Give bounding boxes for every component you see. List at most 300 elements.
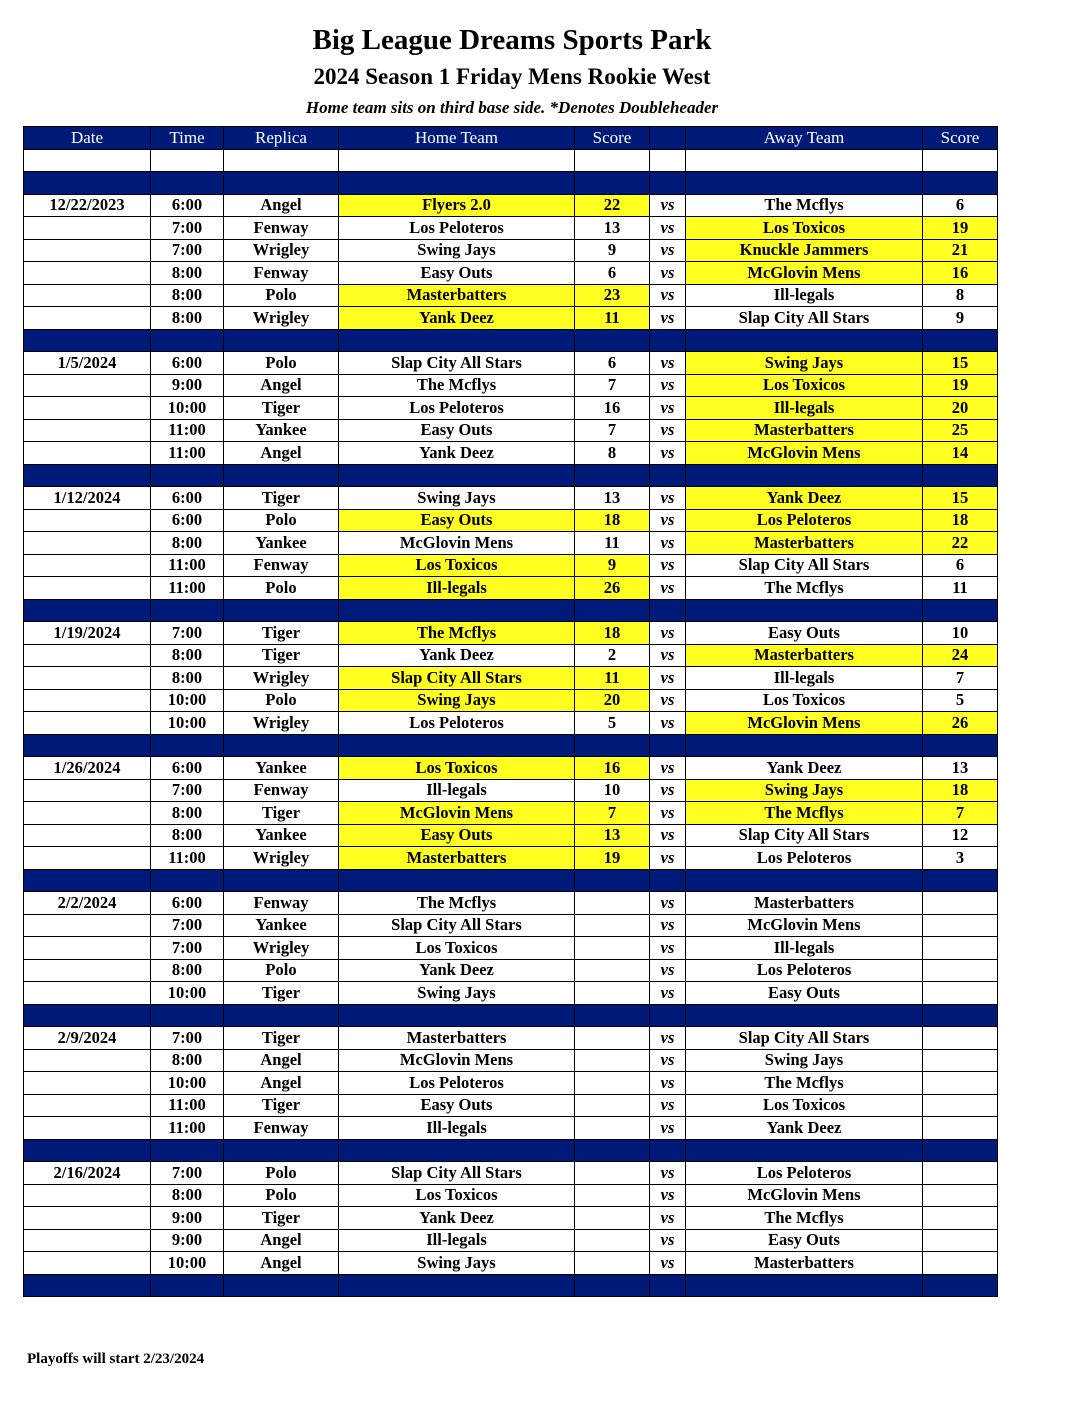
game-time: 10:00 xyxy=(151,397,224,420)
home-score xyxy=(575,982,650,1005)
home-score: 7 xyxy=(575,374,650,397)
away-team: The Mcflys xyxy=(686,802,923,825)
vs-label: vs xyxy=(650,284,686,307)
vs-label: vs xyxy=(650,442,686,465)
away-team: Ill-legals xyxy=(686,284,923,307)
vs-label: vs xyxy=(650,779,686,802)
away-team: Los Toxicos xyxy=(686,374,923,397)
away-score: 8 xyxy=(923,284,998,307)
game-replica: Fenway xyxy=(224,1117,339,1140)
away-score: 16 xyxy=(923,262,998,285)
away-score xyxy=(923,1184,998,1207)
away-score xyxy=(923,1072,998,1095)
game-date xyxy=(24,284,151,307)
home-score: 16 xyxy=(575,757,650,780)
game-date xyxy=(24,554,151,577)
away-team: The Mcflys xyxy=(686,1072,923,1095)
home-score: 11 xyxy=(575,667,650,690)
home-score xyxy=(575,892,650,915)
game-time: 8:00 xyxy=(151,802,224,825)
home-team: Yank Deez xyxy=(339,959,575,982)
away-score: 5 xyxy=(923,689,998,712)
game-row xyxy=(24,757,998,780)
away-team: McGlovin Mens xyxy=(686,442,923,465)
away-score: 15 xyxy=(923,487,998,510)
home-score: 18 xyxy=(575,622,650,645)
vs-label: vs xyxy=(650,532,686,555)
game-row xyxy=(24,194,998,217)
game-row xyxy=(24,802,998,825)
vs-label: vs xyxy=(650,802,686,825)
home-team: Slap City All Stars xyxy=(339,352,575,375)
col-header-time: Time xyxy=(151,127,224,150)
home-score xyxy=(575,1207,650,1230)
game-date: 2/2/2024 xyxy=(24,892,151,915)
away-score xyxy=(923,1162,998,1185)
home-score: 10 xyxy=(575,779,650,802)
game-date xyxy=(24,397,151,420)
away-team: Swing Jays xyxy=(686,1049,923,1072)
vs-label: vs xyxy=(650,554,686,577)
game-date xyxy=(24,689,151,712)
home-score: 2 xyxy=(575,644,650,667)
away-team: Los Peloteros xyxy=(686,847,923,870)
vs-label: vs xyxy=(650,509,686,532)
game-time: 6:00 xyxy=(151,892,224,915)
game-time: 6:00 xyxy=(151,194,224,217)
away-score: 14 xyxy=(923,442,998,465)
game-row xyxy=(24,1049,998,1072)
game-replica: Angel xyxy=(224,1072,339,1095)
home-team: Masterbatters xyxy=(339,847,575,870)
game-time: 6:00 xyxy=(151,487,224,510)
home-score xyxy=(575,1049,650,1072)
game-time: 11:00 xyxy=(151,442,224,465)
header-note: Home team sits on third base side. *Denotes Doubleheader xyxy=(305,98,719,117)
home-score: 13 xyxy=(575,217,650,240)
game-replica: Wrigley xyxy=(224,307,339,330)
away-team: Swing Jays xyxy=(686,352,923,375)
game-row xyxy=(24,847,998,870)
home-team: Masterbatters xyxy=(339,1027,575,1050)
home-team: The Mcflys xyxy=(339,622,575,645)
home-score: 18 xyxy=(575,509,650,532)
game-date xyxy=(24,1252,151,1275)
away-score xyxy=(923,1229,998,1252)
game-time: 8:00 xyxy=(151,1184,224,1207)
game-replica: Polo xyxy=(224,1162,339,1185)
away-team: Easy Outs xyxy=(686,622,923,645)
home-score: 26 xyxy=(575,577,650,600)
home-team: Slap City All Stars xyxy=(339,1162,575,1185)
game-time: 11:00 xyxy=(151,577,224,600)
home-score xyxy=(575,959,650,982)
away-team: Masterbatters xyxy=(686,419,923,442)
game-date xyxy=(24,1207,151,1230)
game-date xyxy=(24,982,151,1005)
home-team: The Mcflys xyxy=(339,892,575,915)
game-time: 8:00 xyxy=(151,824,224,847)
away-team: Slap City All Stars xyxy=(686,307,923,330)
game-date xyxy=(24,532,151,555)
away-score: 25 xyxy=(923,419,998,442)
home-team: McGlovin Mens xyxy=(339,802,575,825)
game-time: 10:00 xyxy=(151,982,224,1005)
away-score: 21 xyxy=(923,239,998,262)
away-score: 15 xyxy=(923,352,998,375)
week-separator-row xyxy=(24,172,998,195)
game-row xyxy=(24,689,998,712)
game-date xyxy=(24,712,151,735)
game-time: 6:00 xyxy=(151,757,224,780)
away-team: Slap City All Stars xyxy=(686,824,923,847)
game-replica: Fenway xyxy=(224,217,339,240)
home-team: Masterbatters xyxy=(339,284,575,307)
game-date xyxy=(24,802,151,825)
home-score: 7 xyxy=(575,419,650,442)
home-score xyxy=(575,1229,650,1252)
week-separator-row xyxy=(24,1004,998,1027)
away-score: 7 xyxy=(923,802,998,825)
game-time: 10:00 xyxy=(151,1252,224,1275)
game-time: 11:00 xyxy=(151,847,224,870)
game-time: 7:00 xyxy=(151,239,224,262)
away-score xyxy=(923,982,998,1005)
away-score: 20 xyxy=(923,397,998,420)
away-score: 24 xyxy=(923,644,998,667)
away-team: Los Peloteros xyxy=(686,1162,923,1185)
home-team: Swing Jays xyxy=(339,487,575,510)
home-team: Swing Jays xyxy=(339,689,575,712)
home-score xyxy=(575,1072,650,1095)
game-row xyxy=(24,1094,998,1117)
home-score xyxy=(575,1094,650,1117)
game-row xyxy=(24,959,998,982)
game-date: 2/9/2024 xyxy=(24,1027,151,1050)
game-row xyxy=(24,1162,998,1185)
away-score xyxy=(923,1094,998,1117)
home-team: Los Peloteros xyxy=(339,1072,575,1095)
game-date xyxy=(24,1229,151,1252)
game-time: 6:00 xyxy=(151,509,224,532)
col-header-date: Date xyxy=(24,127,151,150)
vs-label: vs xyxy=(650,914,686,937)
home-team: Swing Jays xyxy=(339,982,575,1005)
away-team: Easy Outs xyxy=(686,1229,923,1252)
game-replica: Polo xyxy=(224,577,339,600)
away-score: 12 xyxy=(923,824,998,847)
game-time: 7:00 xyxy=(151,622,224,645)
game-row xyxy=(24,779,998,802)
game-row xyxy=(24,937,998,960)
game-replica: Tiger xyxy=(224,622,339,645)
game-replica: Wrigley xyxy=(224,667,339,690)
game-row xyxy=(24,622,998,645)
vs-label: vs xyxy=(650,937,686,960)
vs-label: vs xyxy=(650,487,686,510)
game-row xyxy=(24,307,998,330)
game-time: 7:00 xyxy=(151,914,224,937)
away-score: 18 xyxy=(923,509,998,532)
game-replica: Fenway xyxy=(224,892,339,915)
away-score xyxy=(923,914,998,937)
game-replica: Tiger xyxy=(224,397,339,420)
game-date xyxy=(24,1117,151,1140)
vs-label: vs xyxy=(650,1229,686,1252)
home-score: 8 xyxy=(575,442,650,465)
col-header-away-team: Away Team xyxy=(686,127,923,150)
away-team: Los Toxicos xyxy=(686,217,923,240)
game-time: 8:00 xyxy=(151,262,224,285)
away-team: Yank Deez xyxy=(686,1117,923,1140)
home-score xyxy=(575,1117,650,1140)
vs-label: vs xyxy=(650,577,686,600)
vs-label: vs xyxy=(650,217,686,240)
game-date xyxy=(24,262,151,285)
game-row xyxy=(24,374,998,397)
vs-label: vs xyxy=(650,1252,686,1275)
game-row xyxy=(24,1229,998,1252)
game-date: 1/26/2024 xyxy=(24,757,151,780)
away-score: 6 xyxy=(923,554,998,577)
vs-label: vs xyxy=(650,1094,686,1117)
vs-label: vs xyxy=(650,1162,686,1185)
game-row xyxy=(24,577,998,600)
away-score: 22 xyxy=(923,532,998,555)
game-time: 10:00 xyxy=(151,689,224,712)
game-date xyxy=(24,577,151,600)
game-date xyxy=(24,644,151,667)
game-time: 7:00 xyxy=(151,937,224,960)
home-team: Los Toxicos xyxy=(339,937,575,960)
game-replica: Wrigley xyxy=(224,937,339,960)
vs-label: vs xyxy=(650,1027,686,1050)
game-date xyxy=(24,959,151,982)
home-score: 20 xyxy=(575,689,650,712)
away-team: Masterbatters xyxy=(686,892,923,915)
game-replica: Yankee xyxy=(224,757,339,780)
game-time: 8:00 xyxy=(151,644,224,667)
home-score xyxy=(575,1252,650,1275)
game-time: 7:00 xyxy=(151,779,224,802)
away-score: 26 xyxy=(923,712,998,735)
game-row xyxy=(24,1072,998,1095)
game-replica: Tiger xyxy=(224,1094,339,1117)
col-header-home-team: Home Team xyxy=(339,127,575,150)
vs-label: vs xyxy=(650,397,686,420)
game-replica: Tiger xyxy=(224,982,339,1005)
game-row xyxy=(24,532,998,555)
game-date: 1/19/2024 xyxy=(24,622,151,645)
vs-label: vs xyxy=(650,1117,686,1140)
game-row xyxy=(24,982,998,1005)
game-row xyxy=(24,1207,998,1230)
away-score: 11 xyxy=(923,577,998,600)
game-row xyxy=(24,1252,998,1275)
game-date xyxy=(24,824,151,847)
game-replica: Fenway xyxy=(224,554,339,577)
game-row xyxy=(24,284,998,307)
game-date: 1/5/2024 xyxy=(24,352,151,375)
away-score xyxy=(923,1117,998,1140)
home-score: 6 xyxy=(575,262,650,285)
week-separator-row xyxy=(24,599,998,622)
home-team: Yank Deez xyxy=(339,307,575,330)
week-separator-row xyxy=(24,1274,998,1297)
vs-label: vs xyxy=(650,622,686,645)
home-score: 11 xyxy=(575,532,650,555)
week-separator-row xyxy=(24,1139,998,1162)
home-score xyxy=(575,914,650,937)
away-score: 18 xyxy=(923,779,998,802)
home-score: 11 xyxy=(575,307,650,330)
game-date xyxy=(24,419,151,442)
vs-label: vs xyxy=(650,1207,686,1230)
away-team: Ill-legals xyxy=(686,667,923,690)
game-row xyxy=(24,892,998,915)
col-header-replica: Replica xyxy=(224,127,339,150)
game-time: 11:00 xyxy=(151,1094,224,1117)
game-date xyxy=(24,914,151,937)
schedule-table xyxy=(23,126,998,1297)
game-time: 11:00 xyxy=(151,554,224,577)
game-replica: Yankee xyxy=(224,914,339,937)
away-team: Swing Jays xyxy=(686,779,923,802)
playoffs-note: Playoffs will start 2/23/2024 xyxy=(27,1351,205,1367)
page-subtitle: 2024 Season 1 Friday Mens Rookie West xyxy=(313,64,711,89)
away-score xyxy=(923,1027,998,1050)
game-time: 8:00 xyxy=(151,667,224,690)
game-row xyxy=(24,1184,998,1207)
game-replica: Fenway xyxy=(224,262,339,285)
game-date xyxy=(24,307,151,330)
home-score xyxy=(575,937,650,960)
vs-label: vs xyxy=(650,892,686,915)
col-header-home-score: Score xyxy=(575,127,650,150)
away-team: Easy Outs xyxy=(686,982,923,1005)
home-team: Los Toxicos xyxy=(339,1184,575,1207)
away-team: Los Peloteros xyxy=(686,959,923,982)
home-team: Easy Outs xyxy=(339,262,575,285)
game-date xyxy=(24,217,151,240)
away-score xyxy=(923,1049,998,1072)
col-header-vs xyxy=(650,127,686,150)
game-row xyxy=(24,667,998,690)
away-team: The Mcflys xyxy=(686,1207,923,1230)
home-score: 7 xyxy=(575,802,650,825)
game-row xyxy=(24,1117,998,1140)
away-team: Ill-legals xyxy=(686,397,923,420)
game-replica: Tiger xyxy=(224,1027,339,1050)
home-team: McGlovin Mens xyxy=(339,1049,575,1072)
away-score xyxy=(923,1207,998,1230)
game-time: 9:00 xyxy=(151,1229,224,1252)
game-time: 6:00 xyxy=(151,352,224,375)
home-score xyxy=(575,1162,650,1185)
away-score: 19 xyxy=(923,217,998,240)
week-separator-row xyxy=(24,869,998,892)
away-score: 10 xyxy=(923,622,998,645)
game-replica: Polo xyxy=(224,959,339,982)
game-replica: Angel xyxy=(224,1252,339,1275)
game-row xyxy=(24,419,998,442)
away-team: McGlovin Mens xyxy=(686,1184,923,1207)
game-date xyxy=(24,509,151,532)
week-separator-row xyxy=(24,464,998,487)
home-team: Slap City All Stars xyxy=(339,914,575,937)
game-time: 8:00 xyxy=(151,1049,224,1072)
away-team: Knuckle Jammers xyxy=(686,239,923,262)
vs-label: vs xyxy=(650,374,686,397)
away-score: 6 xyxy=(923,194,998,217)
game-time: 8:00 xyxy=(151,307,224,330)
game-replica: Yankee xyxy=(224,532,339,555)
away-score xyxy=(923,959,998,982)
home-score xyxy=(575,1184,650,1207)
vs-label: vs xyxy=(650,307,686,330)
away-team: McGlovin Mens xyxy=(686,262,923,285)
game-time: 11:00 xyxy=(151,1117,224,1140)
game-date xyxy=(24,374,151,397)
home-score: 9 xyxy=(575,554,650,577)
game-replica: Tiger xyxy=(224,487,339,510)
vs-label: vs xyxy=(650,667,686,690)
game-time: 8:00 xyxy=(151,284,224,307)
game-row xyxy=(24,487,998,510)
vs-label: vs xyxy=(650,1049,686,1072)
home-team: Los Peloteros xyxy=(339,712,575,735)
game-time: 10:00 xyxy=(151,1072,224,1095)
game-date: 2/16/2024 xyxy=(24,1162,151,1185)
home-team: Los Toxicos xyxy=(339,757,575,780)
week-separator-row xyxy=(24,734,998,757)
game-row xyxy=(24,914,998,937)
vs-label: vs xyxy=(650,1072,686,1095)
game-replica: Tiger xyxy=(224,644,339,667)
game-date xyxy=(24,847,151,870)
game-replica: Angel xyxy=(224,442,339,465)
game-date xyxy=(24,1072,151,1095)
week-separator-row xyxy=(24,329,998,352)
away-team: Yank Deez xyxy=(686,487,923,510)
blank-row xyxy=(24,149,998,172)
away-team: Los Toxicos xyxy=(686,689,923,712)
game-time: 9:00 xyxy=(151,374,224,397)
game-time: 7:00 xyxy=(151,1027,224,1050)
game-replica: Tiger xyxy=(224,1207,339,1230)
vs-label: vs xyxy=(650,959,686,982)
game-row xyxy=(24,1027,998,1050)
game-replica: Yankee xyxy=(224,419,339,442)
game-time: 8:00 xyxy=(151,532,224,555)
away-score: 7 xyxy=(923,667,998,690)
away-score xyxy=(923,937,998,960)
home-score: 22 xyxy=(575,194,650,217)
game-replica: Wrigley xyxy=(224,239,339,262)
away-score: 3 xyxy=(923,847,998,870)
game-date xyxy=(24,937,151,960)
game-row xyxy=(24,397,998,420)
home-team: Yank Deez xyxy=(339,442,575,465)
home-team: Easy Outs xyxy=(339,509,575,532)
home-team: Yank Deez xyxy=(339,644,575,667)
game-date xyxy=(24,1184,151,1207)
game-replica: Wrigley xyxy=(224,847,339,870)
home-team: Flyers 2.0 xyxy=(339,194,575,217)
away-team: Ill-legals xyxy=(686,937,923,960)
game-replica: Polo xyxy=(224,284,339,307)
vs-label: vs xyxy=(650,419,686,442)
